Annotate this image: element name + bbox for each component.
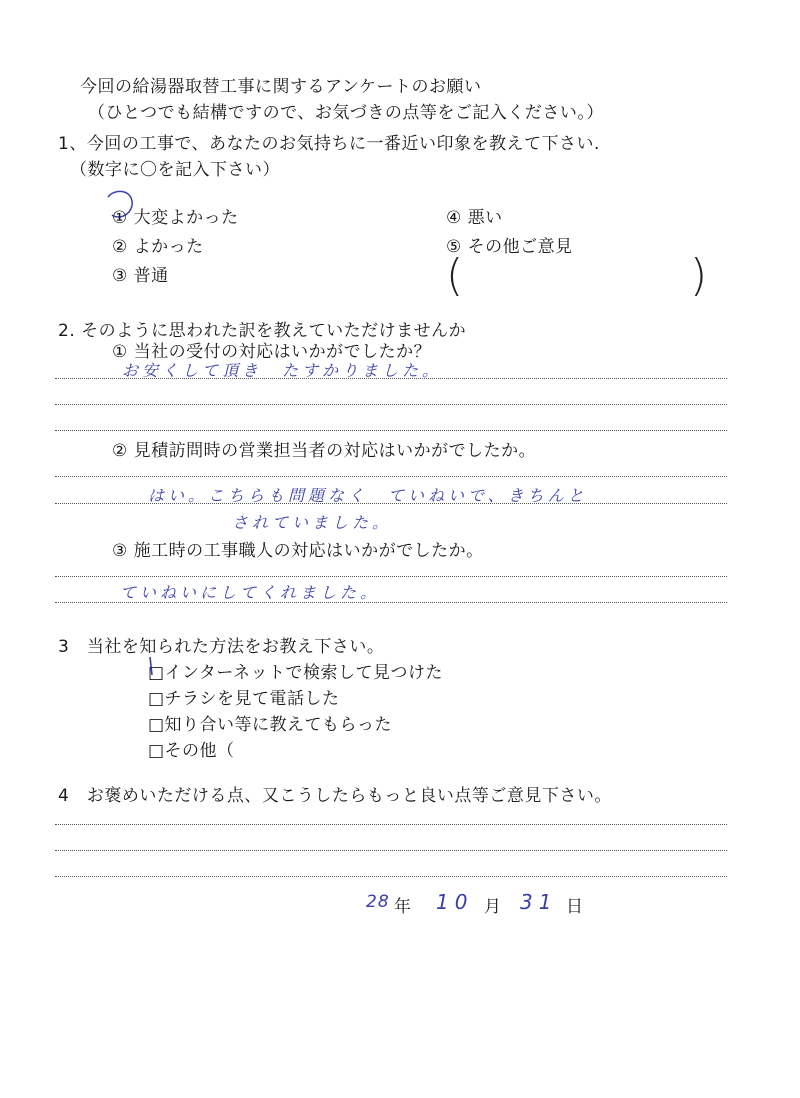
- q2-answer3: ていねいにしてくれました。: [120, 583, 381, 602]
- q2-answer2-line2: されていました。: [232, 513, 393, 532]
- answer-line: [55, 378, 727, 379]
- q2-answer1: お安くして頂き たすかりました。: [122, 361, 443, 380]
- answer-line: [55, 430, 727, 431]
- date-day-unit: 日: [566, 897, 584, 917]
- date-year: 28: [366, 892, 390, 912]
- q3-option-other: □その他（: [148, 741, 235, 761]
- date-month: 10: [436, 890, 474, 914]
- answer-line: [55, 824, 727, 825]
- answer-line: [55, 503, 727, 504]
- q2-answer2-line1: はい。こちらも問題なく ていねいで、きちんと: [148, 486, 588, 505]
- q1-option-5: ⑤ その他ご意見: [446, 237, 573, 257]
- close-paren-icon: ): [690, 250, 708, 301]
- q2-heading: 2. そのように思われた訳を教えていただけませんか: [58, 321, 467, 341]
- open-paren-icon: (: [446, 250, 464, 301]
- q2-sub1: ① 当社の受付の対応はいかがでしたか？: [112, 342, 432, 362]
- q2-sub3: ③ 施工時の工事職人の対応はいかがでしたか。: [112, 541, 484, 561]
- answer-line: [55, 876, 727, 877]
- q3-option-internet: □インターネットで検索して見つけた: [148, 663, 444, 683]
- q4-heading: 4 お褒めいただける点、又こうしたらもっと良い点等ご意見下さい。: [58, 786, 612, 806]
- q1-option-3: ③ 普通: [112, 266, 169, 286]
- q1-option-4: ④ 悪い: [446, 208, 503, 228]
- survey-subtitle: （ひとつでも結構ですので、お気づきの点等をご記入ください。）: [88, 103, 604, 123]
- q3-option-flyer: □チラシを見て電話した: [148, 689, 340, 709]
- q1-note: （数字に〇を記入下さい）: [70, 160, 280, 180]
- q3-option-acquaintance: □知り合い等に教えてもらった: [148, 715, 393, 735]
- answer-line: [55, 602, 727, 603]
- survey-title: 今回の給湯器取替工事に関するアンケートのお願い: [80, 77, 482, 97]
- date-day: 31: [520, 890, 558, 914]
- q1-option-1: ① 大変よかった: [112, 208, 239, 228]
- q3-heading: 3 当社を知られた方法をお教え下さい。: [58, 637, 385, 657]
- q1-heading: 1、今回の工事で、あなたのお気持ちに一番近い印象を教えて下さい.: [58, 134, 600, 154]
- q2-sub2: ② 見積訪問時の営業担当者の対応はいかがでしたか。: [112, 441, 537, 461]
- answer-line: [55, 850, 727, 851]
- q1-option-2: ② よかった: [112, 237, 204, 257]
- answer-line: [55, 576, 727, 577]
- date-month-unit: 月: [484, 897, 502, 917]
- answer-line: [55, 404, 727, 405]
- date-year-unit: 年: [394, 897, 412, 917]
- answer-line: [55, 476, 727, 477]
